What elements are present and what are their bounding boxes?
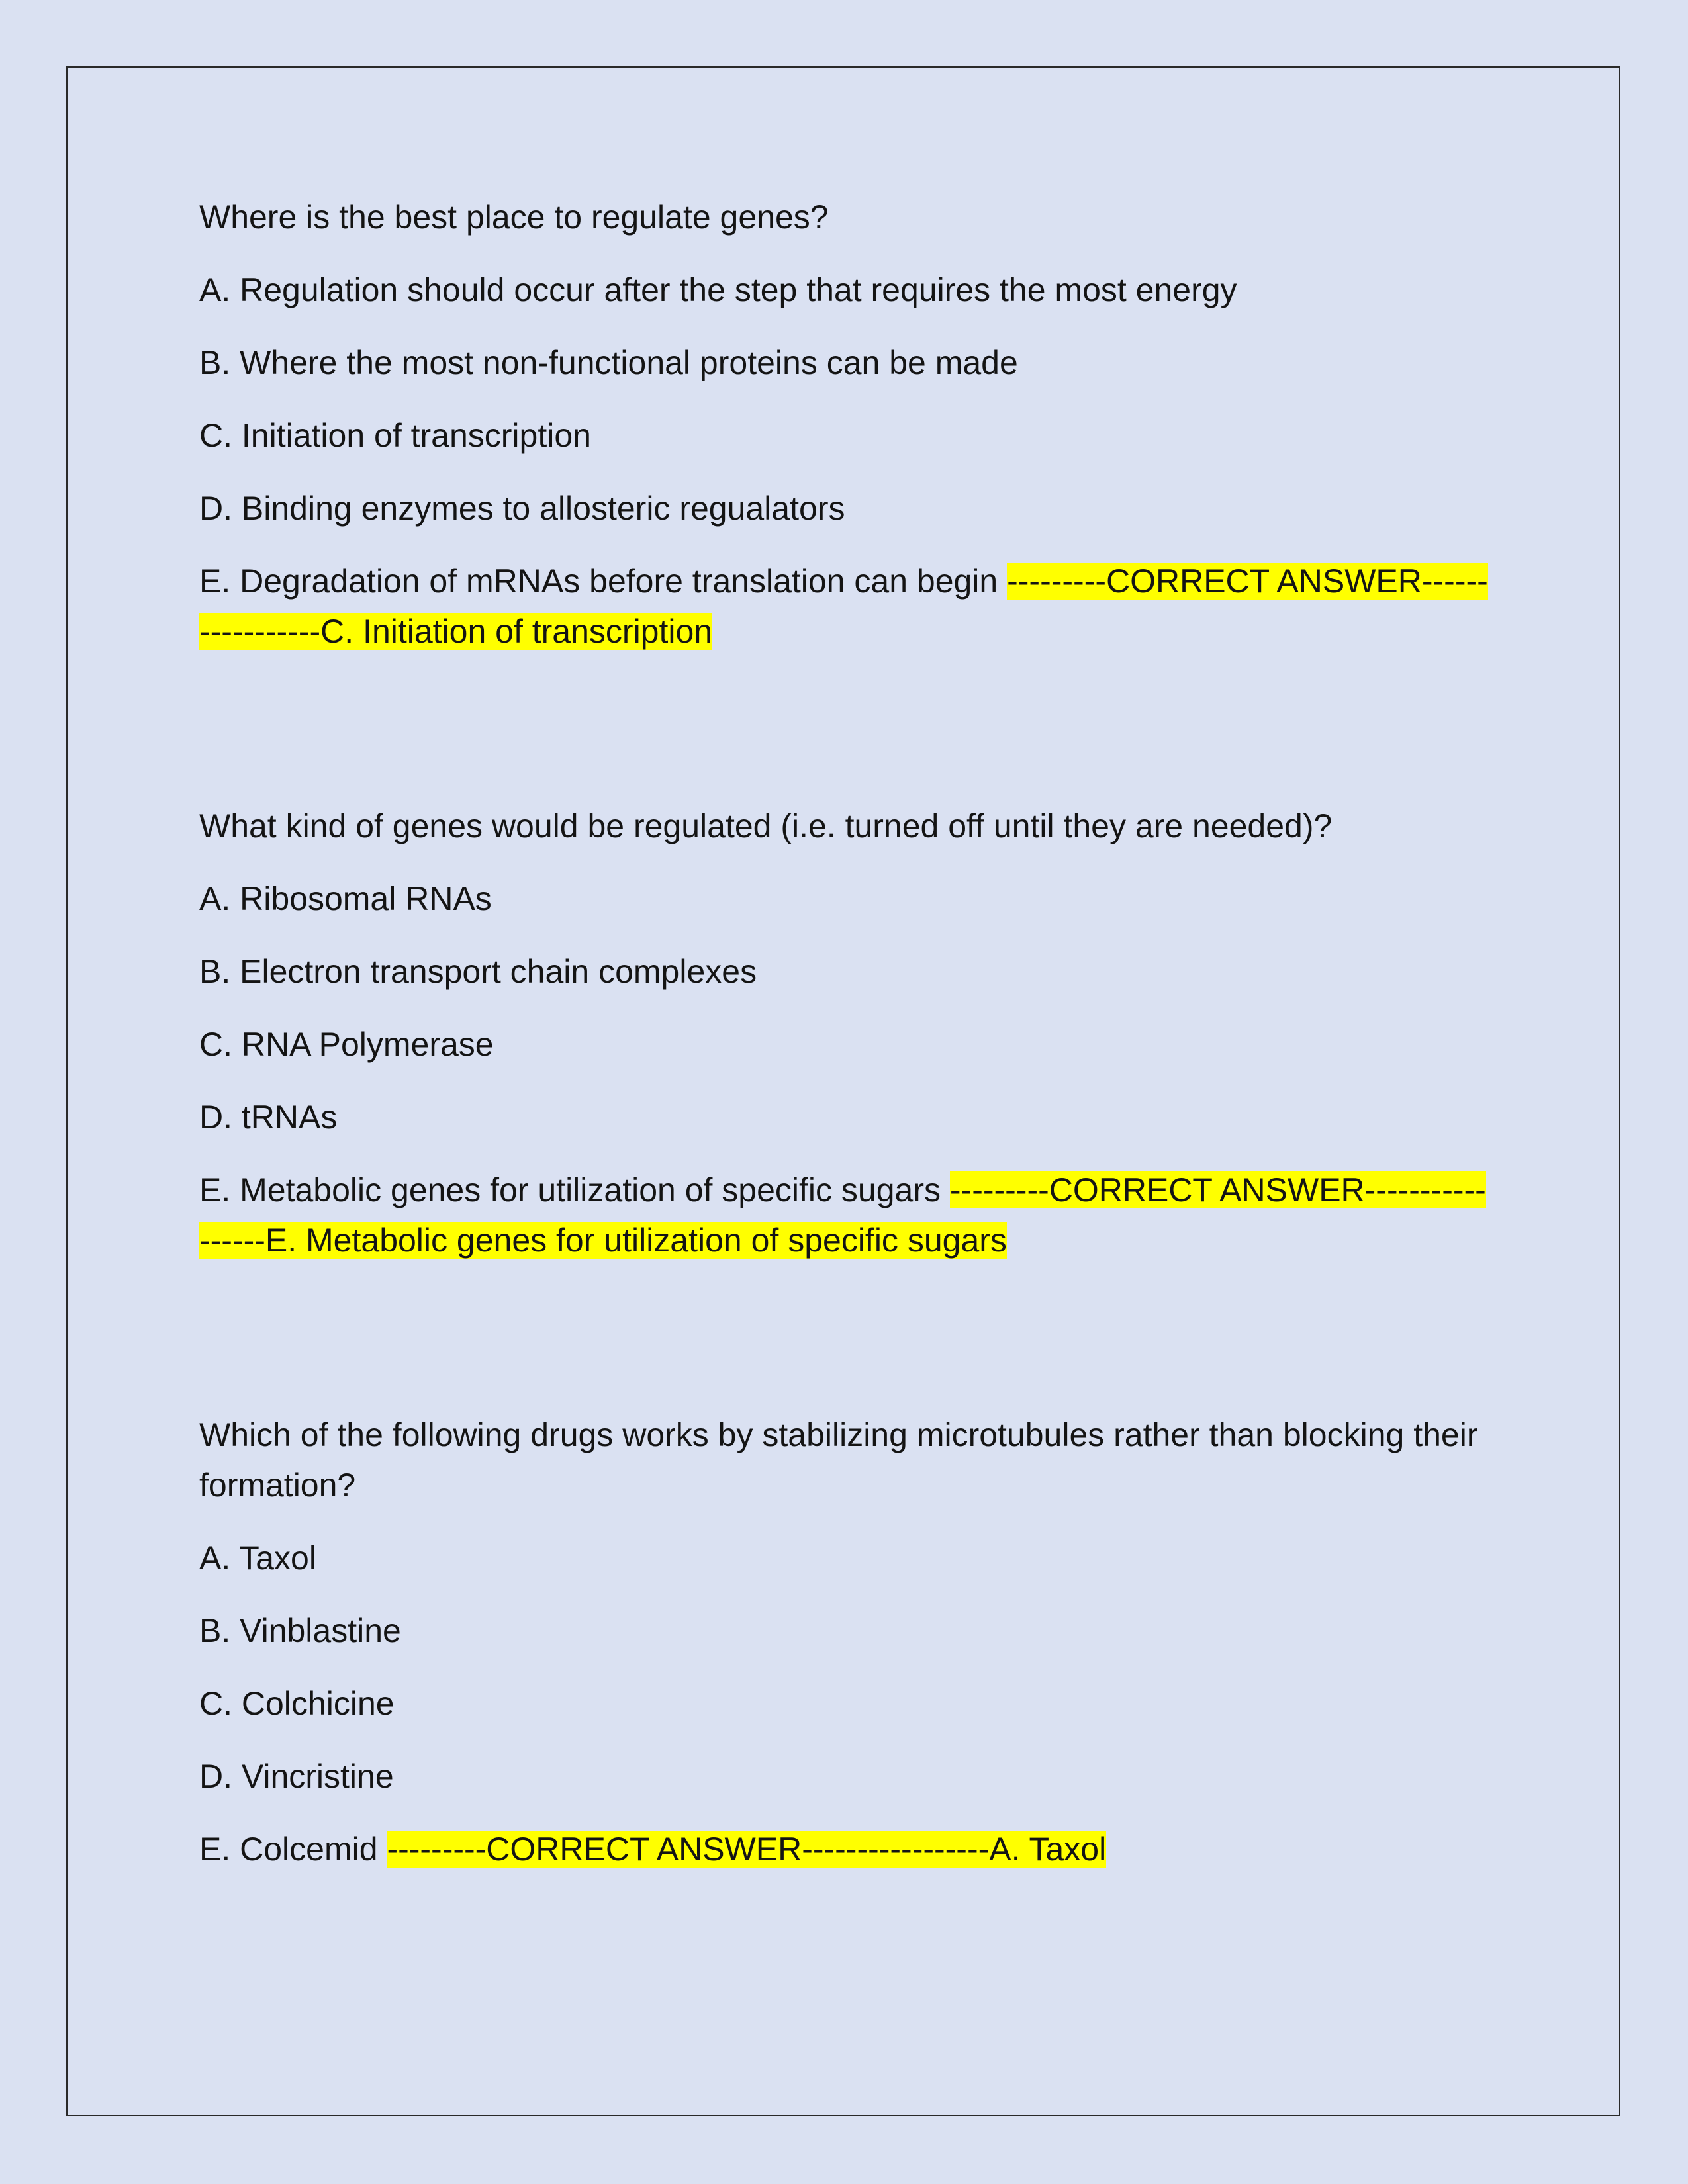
question-3 [199,1410,1497,1874]
option-d: D. tRNAs [199,1099,338,1136]
option-b: B. Vinblastine [199,1612,401,1649]
option-c: C. Initiation of transcription [199,417,591,454]
option-b: B. Where the most non-functional proteins can be made [199,344,1018,381]
question-stem: Which of the following drugs works by stabilizing microtubules rather than blocking their formation? [199,1416,1478,1504]
option-e-text: E. Colcemid [199,1831,387,1868]
correct-answer-highlight: ---------CORRECT ANSWER-----------------E. Metabolic genes for utilization of specific sugars [199,1171,1486,1259]
option-c: C. Colchicine [199,1685,395,1722]
correct-answer-highlight: ---------CORRECT ANSWER-----------------C. Initiation of transcription [199,563,1488,650]
option-a: A. Regulation should occur after the step that requires the most energy [199,271,1237,308]
option-a: A. Taxol [199,1539,316,1576]
question-stem: What kind of genes would be regulated (i.e. turned off until they are needed)? [199,807,1333,844]
option-e [199,1824,1497,1874]
option-d: D. Binding enzymes to allosteric regualators [199,490,845,527]
option-b: B. Electron transport chain complexes [199,953,757,990]
option-c: C. RNA Polymerase [199,1026,494,1063]
option-e-text: E. Degradation of mRNAs before translation can begin [199,563,1008,600]
correct-answer-highlight: ---------CORRECT ANSWER-----------------A. Taxol [387,1831,1107,1868]
document-body [199,192,1497,1874]
option-e-text: E. Metabolic genes for utilization of specific sugars [199,1171,950,1208]
option-e [199,556,1497,657]
question-2 [199,801,1497,1265]
option-e [199,1165,1497,1265]
question-1 [199,192,1497,657]
option-a: A. Ribosomal RNAs [199,880,492,917]
option-d: D. Vincristine [199,1758,394,1795]
question-stem: Where is the best place to regulate genes? [199,199,829,236]
